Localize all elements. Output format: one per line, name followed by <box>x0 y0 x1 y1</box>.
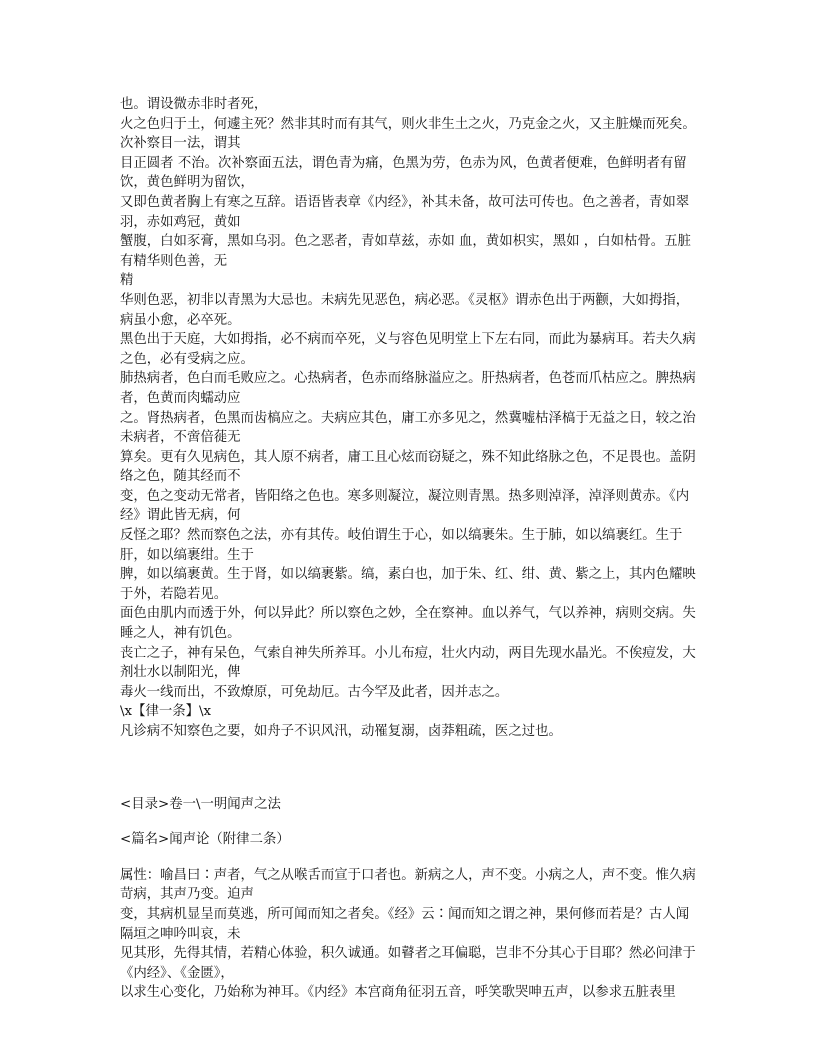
section-color-diagnosis <box>120 95 700 742</box>
spacer <box>120 850 700 866</box>
text-line: 变，色之变动无常者，皆阳络之色也。寒多则凝泣，凝泣则青黑。热多则淖泽，淖泽则黄赤。《内经》谓此皆无病，何 <box>120 488 690 524</box>
text-line: 火之色归于土，何遽主死？然非其时而有其气，则火非生土之火，乃克金之火，又主脏燥而死矣。次补察目一法，谓其 <box>120 116 696 152</box>
text-line: 脾，如以缟裹黄。生于肾，如以缟裹紫。缟，素白也，加于朱、红、绀、黄、紫之上，其内色耀映于外，若隐若见。 <box>120 567 696 602</box>
text-line: 又即色黄者胸上有寒之互辞。语语皆表章《内经》，补其未备，故可法可传也。色之善者，青如翠羽，赤如鸡冠，黄如 <box>120 194 690 230</box>
section-sound-diagnosis <box>120 866 700 1003</box>
chapter-title: <篇名>闻声论（附律二条） <box>120 832 290 848</box>
text-line: 面色由肌内而透于外，何以异此？所以察色之妙，全在察神。血以养气，气以养神，病则交病。失睡之人，神有饥色。 <box>120 606 696 642</box>
text-line: 丧亡之子，神有呆色，气索自神失所养耳。小儿布痘，壮火内动，两目先现水晶光。不俟痘发，大剂壮水以制阳光，俾 <box>120 645 696 681</box>
text-line: 变，其病机显呈而莫逃，所可闻而知之者矣。《经》云∶闻而知之谓之神，果何修而若是？古人闻隔垣之呻吟叫哀，未 <box>120 906 690 942</box>
text-line: 反怪之耶？然而察色之法，亦有其传。岐伯谓生于心，如以缟裹朱。生于肺，如以缟裹红。生于肝，如以缟裹绀。生于 <box>120 528 683 563</box>
document-page <box>120 95 700 1003</box>
rule-heading: \x【律一条】\x <box>120 704 212 720</box>
text-line: 见其形，先得其情，若精心体验，积久诚通。如瞽者之耳偏聪，岂非不分其心于目耶？然必问津于《内经》、《金匮》， <box>120 946 696 981</box>
spacer <box>120 742 700 795</box>
text-line: 也。谓设微赤非时者死， <box>120 97 268 112</box>
text-line: 毒火一线而出，不致燎原，可免劫厄。古今罕及此者，因并志之。 <box>120 684 509 700</box>
text-line: 精 <box>120 273 134 289</box>
text-line: 华则色恶，初非以青黑为大忌也。未病先见恶色，病必恶。《灵枢》谓赤色出于两颧，大如拇指，病虽小愈，必卒死。 <box>120 292 690 328</box>
text-line: 肺热病者，色白而毛败应之。心热病者，色赤而络脉溢应之。肝热病者，色苍而爪枯应之。脾热病者，色黄而肉蠕动应 <box>120 371 696 406</box>
text-line: 以求生心变化，乃始称为神耳。《内经》本宫商角征羽五音，呼笑歌哭呻五声，以参求五脏表里 <box>120 985 676 1001</box>
rule-text: 凡诊病不知察色之要，如舟子不识风汛，动罹复溺，卤莽粗疏，医之过也。 <box>120 724 562 739</box>
toc-entry: <目录>卷一\一明闻声之法 <box>120 796 281 812</box>
text-line: 之。肾热病者，色黑而齿槁应之。夫病应其色，庸工亦多见之，然冀嘘枯泽槁于无益之日，较之治未病者，不啻倍蓰无 <box>120 410 696 446</box>
text-line: 属性：喻昌曰∶声者，气之从喉舌而宣于口者也。新病之人，声不变。小病之人，声不变。惟久病苛病，其声乃变。迫声 <box>120 867 696 903</box>
text-line: 目正圆者 不治。次补察面五法，谓色青为痛，色黑为劳，色赤为风，色黄者便难，色鲜明者有留饮，黄色鲜明为留饮， <box>120 155 687 191</box>
spacer <box>120 814 700 830</box>
text-line: 算矣。更有久见病色，其人原不病者，庸工且心炫而窃疑之，殊不知此络脉之色，不足畏也。盖阴络之色，随其经而不 <box>120 449 696 485</box>
text-line: 蟹腹，白如豕膏，黑如乌羽。色之恶者，青如草兹，赤如 血，黄如枳实，黑如 ，白如枯骨。五脏有精华则色善，无 <box>120 234 691 269</box>
text-line: 黑色出于天庭，大如拇指，必不病而卒死，义与容色见明堂上下左右同，而此为暴病耳。若夫久病之色，必有受病之应。 <box>120 332 696 367</box>
